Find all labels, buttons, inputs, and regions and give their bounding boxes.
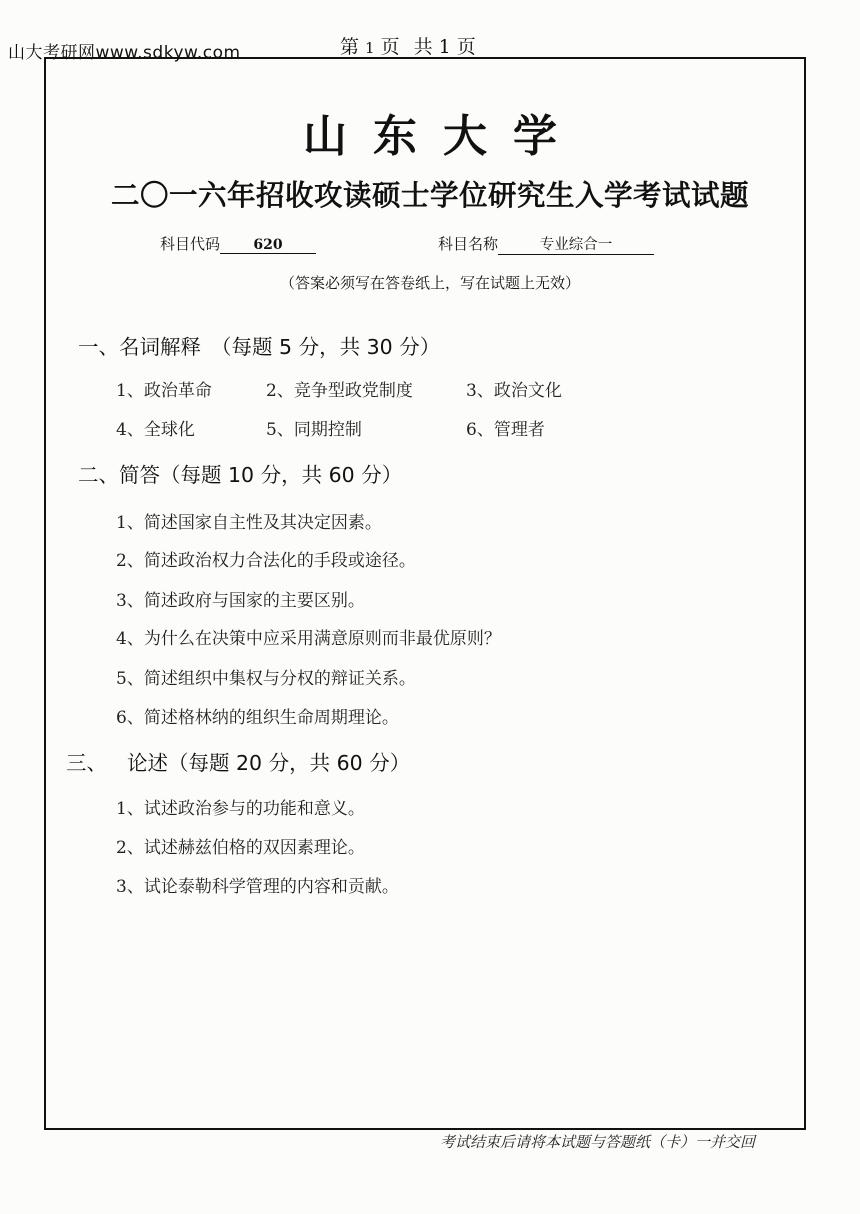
answer-notice: （答案必须写在答卷纸上，写在试题上无效）	[279, 274, 580, 292]
page-label: 页	[456, 36, 476, 58]
page-label: 第	[340, 36, 360, 58]
question-item: 6、简述格林纳的组织生命周期理论。	[116, 708, 399, 728]
question-item: 1、试述政治参与的功能和意义。	[116, 799, 365, 819]
question-item: 4、为什么在决策中应采用满意原则而非最优原则？	[116, 629, 501, 649]
term-item: 5、同期控制	[266, 420, 362, 440]
term-item: 2、竞争型政党制度	[266, 381, 413, 401]
term-item: 4、全球化	[116, 420, 195, 440]
page-indicator	[340, 32, 482, 59]
section-score: （每题 20 分，共 60 分）	[168, 751, 411, 775]
subject-name-value: 专业综合一	[498, 233, 654, 255]
subject-code-label: 科目代码	[160, 235, 221, 253]
term-item: 1、政治革命	[116, 381, 212, 401]
section-title: 二、简答	[78, 463, 160, 487]
subject-name-label: 科目名称	[438, 235, 499, 253]
term-item: 3、政治文化	[466, 381, 562, 401]
term-item: 6、管理者	[466, 420, 545, 440]
page-number: 1	[365, 39, 375, 57]
watermark-text: 山大考研网www.sdkyw.com	[8, 43, 241, 63]
page-label: 共	[413, 36, 433, 58]
section-score: （每题 5 分，共 30 分）	[211, 335, 441, 359]
page-label: 页	[380, 36, 400, 58]
question-item: 5、简述组织中集权与分权的辩证关系。	[116, 669, 416, 689]
section-title: 三、	[66, 751, 107, 775]
section-score: （每题 10 分，共 60 分）	[160, 463, 403, 487]
question-item: 1、简述国家自主性及其决定因素。	[116, 513, 382, 533]
section-heading	[78, 330, 440, 360]
subject-code-value: 620	[220, 237, 316, 254]
exam-title: 二〇一六年招收攻读硕士学位研究生入学考试试题	[110, 178, 749, 212]
section-heading	[66, 746, 410, 776]
subject-name-line	[438, 233, 654, 255]
question-item: 3、简述政府与国家的主要区别。	[116, 591, 365, 611]
question-item: 2、试述赫兹伯格的双因素理论。	[116, 838, 365, 858]
question-item: 2、简述政治权力合法化的手段或途径。	[116, 551, 416, 571]
section-heading	[78, 458, 402, 488]
section-title: 一、名词解释	[78, 335, 201, 359]
section-title: 论述	[127, 751, 168, 775]
university-name: 山东大学	[303, 111, 583, 162]
question-item: 3、试论泰勒科学管理的内容和贡献。	[116, 877, 399, 897]
subject-code-line	[160, 233, 316, 254]
page-total: 1	[438, 36, 451, 58]
footer-note: 考试结束后请将本试题与答题纸（卡）一并交回	[440, 1133, 756, 1151]
